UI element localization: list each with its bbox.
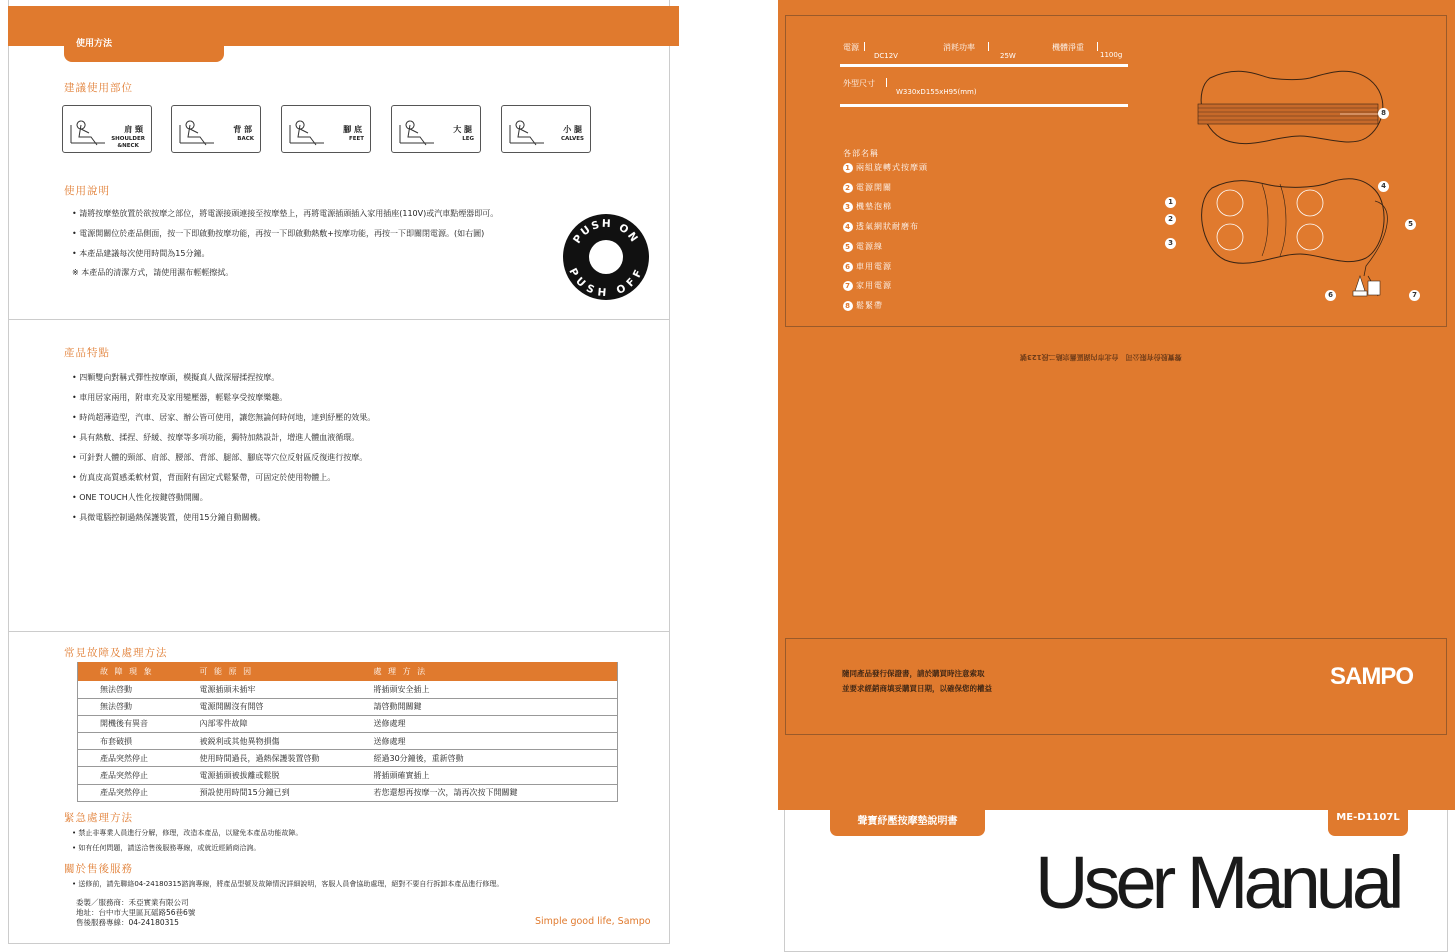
feature-item: • 可針對人體的頸部、肩部、腰部、背部、腿部、腳底等穴位反射區反復進行按摩。 (72, 453, 368, 462)
instruction-item: • 本產品建議每次使用時間為15分鐘。 (72, 249, 210, 258)
table-row (78, 784, 618, 801)
table-cell: 無法啓動 (78, 698, 178, 715)
part-number: 6 (843, 262, 853, 272)
position-label: 背 部 (233, 125, 252, 134)
push-on-label: PUSH ON (571, 217, 641, 246)
position-label-en: BACK (237, 136, 254, 142)
table-row (78, 750, 618, 767)
part-label: 電源開關 (856, 182, 892, 192)
contact-line: 售後服務專線：04-24180315 (76, 918, 179, 927)
part-item (843, 182, 892, 193)
sampo-logo: SAMPO (1330, 663, 1414, 690)
table-header: 可 能 原 因 (178, 662, 352, 681)
callout-6: 6 (1325, 290, 1336, 301)
section-tab (64, 30, 224, 62)
position-label-en: CALVES (560, 136, 584, 142)
callout-8: 8 (1378, 108, 1389, 119)
table-cell: 無法啓動 (78, 681, 178, 698)
table-cell: 產品突然停止 (78, 767, 178, 784)
callout-4: 4 (1378, 181, 1389, 192)
table-header: 故 障 現 象 (78, 662, 178, 681)
size-label: 外型尺寸 (843, 79, 875, 88)
part-item (843, 300, 883, 311)
table-header: 處 理 方 法 (352, 662, 618, 681)
part-label: 透氣網狀耐磨布 (856, 222, 919, 232)
position-label: 腳 底 (343, 125, 362, 134)
product-diagram (1190, 66, 1430, 316)
table-row (78, 733, 618, 750)
slogan: Simple good life, Sampo (535, 916, 651, 927)
table-cell: 開機後有異音 (78, 715, 178, 732)
features-heading: 產品特點 (64, 347, 110, 359)
position-label: 小 腿 (563, 125, 582, 134)
table-body (78, 681, 618, 801)
push-off-label: PUSH OFF (566, 266, 646, 300)
part-label: 兩組旋轉式按摩頭 (856, 163, 928, 172)
usage-position (171, 105, 261, 153)
table-cell: 被鋭利或其他異物損傷 (178, 733, 352, 750)
part-number: 8 (843, 301, 853, 311)
power-label: 電源 (843, 43, 859, 52)
part-number: 4 (843, 222, 853, 232)
spec-tick (988, 42, 989, 51)
table-row (78, 715, 618, 732)
trouble-table (77, 662, 618, 802)
table-cell: 電源開關沒有開啓 (178, 698, 352, 715)
consumption-value: 25W (1000, 52, 1016, 60)
spec-tick (1097, 42, 1098, 51)
table-header-row (78, 662, 618, 681)
table-cell: 電源插頭被拔離或鬆脱 (178, 767, 352, 784)
model-tab: ME-D1107L (1328, 808, 1408, 836)
usage-position (281, 105, 371, 153)
table-cell: 經過30分鐘後，重新啓動 (352, 750, 618, 767)
part-item (843, 221, 919, 232)
feature-item: • ONE TOUCH人性化按鍵啓動開關。 (72, 493, 208, 502)
callout-3: 3 (1165, 238, 1176, 249)
spec-tick (886, 78, 887, 87)
spec-tick (864, 42, 865, 51)
table-cell: 使用時間過長，過熱保護裝置啓動 (178, 750, 352, 767)
warranty-line: 並要求經銷商填妥購買日期，以確保您的權益 (842, 684, 992, 693)
table-cell: 預設使用時間15分鐘已到 (178, 784, 352, 801)
weight-label: 機體淨重 (1052, 43, 1084, 52)
position-label: 肩 頸 (124, 125, 143, 134)
callout-5: 5 (1405, 219, 1416, 230)
feature-item: • 四顆雙向對稱式彈性按摩頭，模擬真人做深層揉捏按摩。 (72, 373, 280, 382)
emergency-item: • 禁止非專業人員進行分解，修理，改造本產品，以避免本產品功能故障。 (72, 829, 303, 837)
seated-figure-icon (67, 111, 111, 149)
position-label: 大 腿 (453, 125, 472, 134)
table-cell: 將插頭確實插上 (352, 767, 618, 784)
feature-item: • 具微電腦控制過熱保護裝置，使用15分鐘自動關機。 (72, 513, 266, 522)
usage-position (391, 105, 481, 153)
feature-item: • 車用居家兩用，附車充及家用變壓器，輕鬆享受按摩樂趣。 (72, 393, 288, 402)
instruction-item: • 請將按摩墊放置於欲按摩之部位，將電源接頭連接至按摩墊上，再將電源插頭插入家用插座(110V)或汽車點煙器即可。 (72, 209, 499, 218)
feature-item: • 仿真皮高質感柔軟材質，背面附有固定式鬆緊帶，可固定於使用物體上。 (72, 473, 336, 482)
product-title-tab: 聲寶紓壓按摩墊說明書 (830, 808, 985, 836)
seated-figure-icon (506, 111, 550, 149)
instruction-item: ※ 本產品的清潔方式，請使用濕布輕輕擦拭。 (72, 268, 234, 277)
feature-item: • 時尚超薄造型，汽車、居家、辦公皆可使用，讓您無論何時何地，達到紓壓的效果。 (72, 413, 376, 422)
trouble-heading: 常見故障及處理方法 (64, 647, 168, 659)
instruction-item: • 電源開關位於產品側面，按一下即啟動按摩功能，再按一下即啟動熱敷+按摩功能，再按一下即關閉電源。(如右圖) (72, 229, 485, 238)
part-number: 5 (843, 242, 853, 252)
spec-rule (840, 104, 1128, 107)
emergency-item: • 如有任何問題，請送洽售後服務專線，或就近經銷商洽詢。 (72, 844, 261, 852)
usage-position (62, 105, 152, 153)
table-cell: 產品突然停止 (78, 750, 178, 767)
table-row (78, 681, 618, 698)
position-label-en: LEG (462, 136, 474, 142)
part-label: 機墊泡棉 (856, 202, 892, 212)
table-cell: 送修處理 (352, 715, 618, 732)
part-label: 家用電源 (856, 281, 892, 291)
push-on-off-icon (562, 213, 650, 301)
table-cell: 布套破損 (78, 733, 178, 750)
table-cell: 內部零件故障 (178, 715, 352, 732)
warranty-line: 隨同產品發行保證書，請於購買時注意索取 (842, 669, 985, 678)
contact-line: 委製／服務商：禾亞實業有限公司 (76, 898, 189, 907)
table-cell: 電源插頭未插牢 (178, 681, 352, 698)
feature-item: • 具有熱敷、揉捏、紓緩、按摩等多項功能，獨特加熱設計，增進人體血液循環。 (72, 433, 360, 442)
part-number: 7 (843, 281, 853, 291)
seated-figure-icon (286, 111, 330, 149)
table-row (78, 698, 618, 715)
contact-line: 地址：台中市大里區瓦磘路56巷6號 (76, 908, 196, 917)
part-item (843, 162, 928, 173)
part-number: 2 (843, 183, 853, 193)
callout-1: 1 (1165, 197, 1176, 208)
divider (8, 319, 670, 320)
table-cell: 將插頭安全插上 (352, 681, 618, 698)
weight-value: 1100g (1100, 51, 1123, 59)
spec-rule (840, 64, 1128, 67)
table-cell: 若您還想再按摩一次，請再次按下開關鍵 (352, 784, 618, 801)
user-manual-title: User Manual (1035, 841, 1400, 924)
parts-heading: 各部名稱 (843, 149, 879, 158)
emergency-heading: 緊急處理方法 (64, 812, 133, 824)
instructions-heading: 使用說明 (64, 185, 110, 197)
divider (8, 631, 670, 632)
part-label: 鬆緊帶 (856, 300, 883, 310)
service-text: • 送修前，請先聯絡04-24180315諮詢專線，將產品型號及故障情況詳細說明，客服人員會協助處理，絕對不要自行拆卸本產品進行修理。 (72, 880, 504, 888)
usage-position (501, 105, 591, 153)
table-cell: 請啓動開關鍵 (352, 698, 618, 715)
seated-figure-icon (396, 111, 440, 149)
tab-title: 使用方法 (76, 39, 113, 49)
usage-heading: 建議使用部位 (64, 82, 133, 94)
part-label: 車用電源 (856, 261, 892, 271)
position-label-en: SHOULDER &NECK (111, 136, 145, 149)
callout-7: 7 (1409, 290, 1420, 301)
part-label: 電源線 (856, 241, 883, 251)
seated-figure-icon (176, 111, 220, 149)
part-item (843, 201, 892, 212)
service-heading: 關於售後服務 (64, 863, 133, 875)
callout-2: 2 (1165, 214, 1176, 225)
part-number: 1 (843, 163, 853, 173)
size-value: W330xD155xH95(mm) (896, 88, 977, 96)
part-number: 3 (843, 202, 853, 212)
part-item (843, 280, 892, 291)
consumption-label: 消耗功率 (943, 43, 975, 52)
part-item (843, 241, 883, 252)
part-item (843, 261, 892, 272)
mirrored-address: 聲寶股份有限公司 台北市內湖區舊宗路二段123號 (1020, 353, 1182, 361)
table-cell: 送修處理 (352, 733, 618, 750)
table-cell: 產品突然停止 (78, 784, 178, 801)
table-row (78, 767, 618, 784)
power-value: DC12V (874, 52, 898, 60)
position-label-en: FEET (348, 136, 364, 142)
